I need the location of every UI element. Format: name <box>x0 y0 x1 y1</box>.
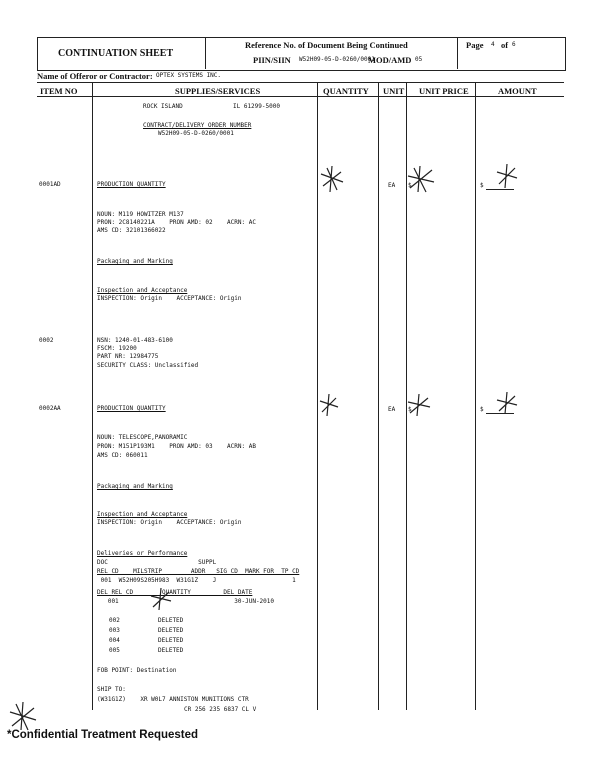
item-0001ad-ams: AMS CD: 32101366022 <box>97 227 166 234</box>
ref-label: Reference No. of Document Being Continued <box>245 40 408 50</box>
column-header-bottom-rule <box>37 96 564 97</box>
ship-to-label: SHIP TO: <box>97 686 126 693</box>
contract-number: W52H09-05-D-0260/0001 <box>158 130 234 137</box>
item-0002aa-unit-price-prefix: $ <box>408 406 412 413</box>
col-divider-quantity <box>378 82 379 710</box>
col-quantity: QUANTITY <box>323 86 369 96</box>
item-0001ad-packaging: Packaging and Marking <box>97 258 173 265</box>
col-unit: UNIT <box>383 86 405 96</box>
redaction-mark-price-2 <box>404 392 434 420</box>
item-0001ad-unit-price-prefix: $ <box>408 182 412 189</box>
item-0001ad-inspection-title: Inspection and Acceptance <box>97 287 188 294</box>
deleted-status: DELETED <box>158 627 184 634</box>
mod-value: 05 <box>415 56 423 63</box>
deleted-status: DELETED <box>158 617 184 624</box>
redaction-mark-amount-2 <box>494 390 520 418</box>
item-0001ad-unit: EA <box>388 182 396 189</box>
redaction-mark-amount-1 <box>494 162 520 192</box>
item-0001ad-inspection: INSPECTION: Origin ACCEPTANCE: Origin <box>97 295 242 302</box>
page-label: Page <box>466 40 484 50</box>
deleted-code: 002 <box>109 617 120 624</box>
ship-to-line1: (W31G1Z) XR W0L7 ANNISTON MUNITIONS CTR <box>97 696 249 703</box>
deliveries-row2: 001 30-JUN-2010 <box>97 598 275 605</box>
item-0002aa-no: 0002AA <box>39 405 61 412</box>
address-city: ROCK ISLAND <box>143 103 183 110</box>
col-supplies: SUPPLIES/SERVICES <box>175 86 261 96</box>
page-of: of <box>501 40 509 50</box>
piin-value: W52H09-05-D-0260/0001 <box>299 56 375 63</box>
address-state-zip: IL 61299-5000 <box>233 103 280 110</box>
col-divider-item <box>92 82 93 710</box>
item-0002-fscm: FSCM: 19200 <box>97 345 137 352</box>
item-0001ad-title: PRODUCTION QUANTITY <box>97 181 166 188</box>
piin-label: PIIN/SIIN <box>253 55 291 65</box>
item-0002aa-ams: AMS CD: 060011 <box>97 452 148 459</box>
item-0002aa-noun: NOUN: TELESCOPE,PANORAMIC <box>97 434 188 441</box>
item-0002-nsn: NSN: 1240-01-483-6100 <box>97 337 173 344</box>
deleted-status: DELETED <box>158 647 184 654</box>
page-total: 6 <box>512 41 516 48</box>
deliveries-hdr1: DOC SUPPL <box>97 559 217 566</box>
deleted-code: 003 <box>109 627 120 634</box>
header-divider-2 <box>457 37 458 69</box>
deliveries-title: Deliveries or Performance <box>97 550 188 557</box>
mod-label: MOD/AMD <box>368 55 412 65</box>
item-0001ad-no: 0001AD <box>39 181 61 188</box>
deleted-status: DELETED <box>158 637 184 644</box>
item-0002aa-pron: PRON: M151P193M1 PRON AMD: 03 ACRN: AB <box>97 443 256 450</box>
item-0002-security: SECURITY CLASS: Unclassified <box>97 362 199 369</box>
item-0002aa-title: PRODUCTION QUANTITY <box>97 405 166 412</box>
item-0002aa-packaging: Packaging and Marking <box>97 483 173 490</box>
redaction-mark-qty-2 <box>317 392 341 420</box>
col-amount: AMOUNT <box>498 86 537 96</box>
sheet-title: CONTINUATION SHEET <box>58 48 174 59</box>
offeror-value: OPTEX SYSTEMS INC. <box>156 72 222 79</box>
fob-point: FOB POINT: Destination <box>97 667 177 674</box>
header-divider-1 <box>205 37 206 69</box>
item-0001ad-pron: PRON: 2C8140221A PRON AMD: 02 ACRN: AC <box>97 219 256 226</box>
item-0002aa-unit: EA <box>388 406 396 413</box>
col-divider-price <box>475 82 476 710</box>
item-0002aa-inspection: INSPECTION: Origin ACCEPTANCE: Origin <box>97 519 242 526</box>
contract-label: CONTRACT/DELIVERY ORDER NUMBER <box>143 122 252 129</box>
item-0002-no: 0002 <box>39 337 54 344</box>
redaction-mark-quantity-3 <box>148 586 174 614</box>
deliveries-hdr3: DEL REL CD QUANTITY DEL DATE <box>97 589 253 596</box>
deliveries-hdr2: REL CD MILSTRIP ADDR SIG CD MARK FOR TP CD <box>97 568 300 575</box>
item-0001ad-amount-prefix: $ <box>480 182 484 189</box>
redaction-mark-price-1 <box>404 164 438 196</box>
item-0002-part: PART NR: 12984775 <box>97 353 159 360</box>
deleted-code: 005 <box>109 647 120 654</box>
deliveries-row1: 001 W52H09S205H983 W31G1Z J 1 <box>97 577 296 584</box>
offeror-label: Name of Offeror or Contractor: <box>37 71 153 81</box>
column-header-top-rule <box>37 82 564 83</box>
item-0001ad-noun: NOUN: M119 HOWITZER M137 <box>97 211 184 218</box>
col-item-no: ITEM NO <box>40 86 78 96</box>
item-0002aa-inspection-title: Inspection and Acceptance <box>97 511 188 518</box>
ship-to-line2: CR 256 235 6837 CL V <box>184 706 257 713</box>
redaction-mark-qty-1 <box>317 164 347 196</box>
confidential-notice: *Confidential Treatment Requested <box>7 729 199 741</box>
deleted-code: 004 <box>109 637 120 644</box>
item-0002aa-amount-prefix: $ <box>480 406 484 413</box>
page-number: 4 <box>491 41 495 48</box>
col-unit-price: UNIT PRICE <box>419 86 469 96</box>
